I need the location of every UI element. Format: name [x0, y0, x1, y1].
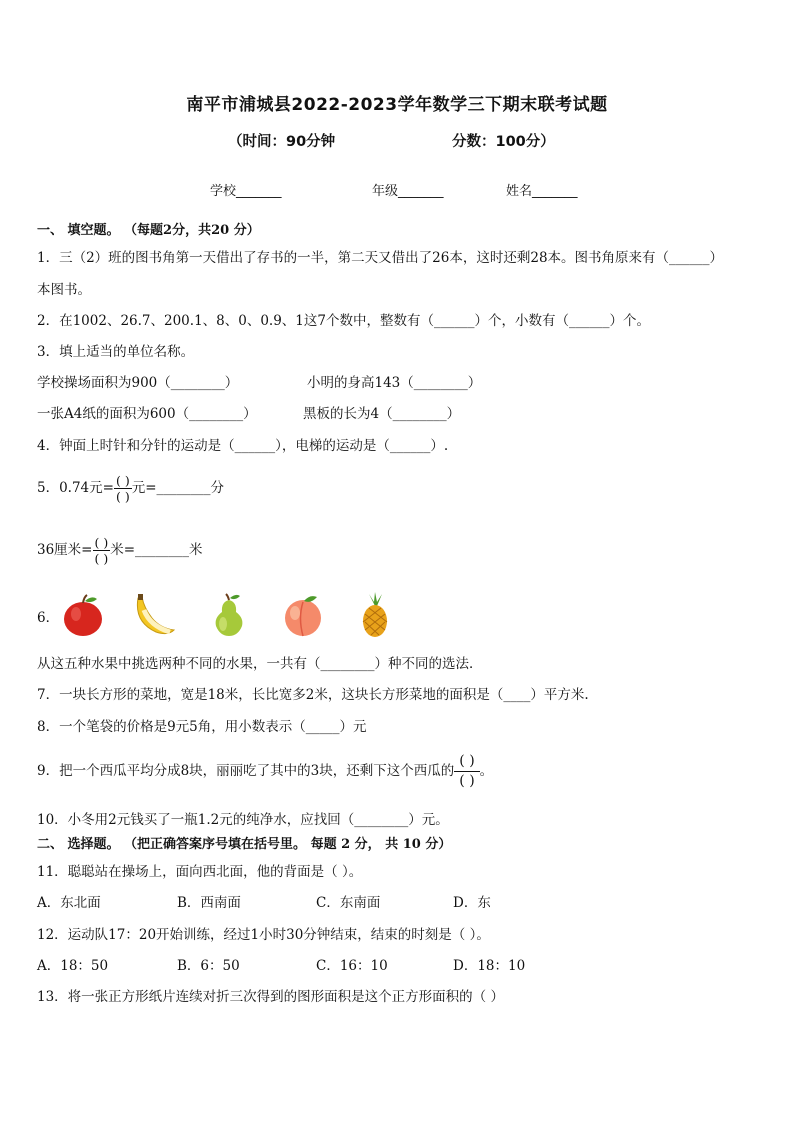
question-5-prefix: 5．0.74元= — [37, 480, 114, 496]
grade-field[interactable]: 年级_______ — [372, 184, 444, 199]
exam-score: 分数：100分） — [452, 134, 555, 150]
fraction-denominator[interactable]: ( ) — [115, 489, 130, 504]
question-5-mid: 元= — [131, 480, 157, 496]
question-11-option-d[interactable]: D．东 — [453, 895, 491, 911]
exam-time: （时间：90分钟 — [228, 134, 336, 150]
question-9 — [37, 752, 493, 791]
question-5b-prefix: 36厘米= — [37, 542, 93, 558]
fraction-blank — [93, 535, 111, 566]
school-field[interactable]: 学校_______ — [210, 184, 282, 199]
question-1-line-2: 本图书。 — [37, 282, 91, 298]
question-2: 2．在1002、26.7、200.1、8、0、0.9、1这7个数中，整数有（______）个，小数有（______）个。 — [37, 313, 650, 329]
question-3-item-d: 黑板的长为4（________） — [303, 406, 461, 422]
question-13: 13．将一张正方形纸片连续对折三次得到的图形面积是这个正方形面积的（ ） — [37, 989, 504, 1005]
question-11-option-b[interactable]: B．西南面 — [177, 895, 241, 911]
pineapple-icon — [352, 592, 398, 638]
fraction-blank — [454, 752, 479, 791]
question-12-option-c[interactable]: C．16：10 — [316, 958, 388, 974]
question-12-option-d[interactable]: D．18：10 — [453, 958, 526, 974]
question-5b-suffix: ________米 — [135, 542, 203, 558]
apple-icon — [60, 592, 106, 638]
fraction-numerator[interactable]: ( ) — [94, 535, 109, 550]
question-5-suffix: ________分 — [156, 480, 225, 496]
question-5b-mid: 米= — [110, 542, 136, 558]
page-title: 南平市浦城县2022-2023学年数学三下期末联考试题 — [186, 95, 608, 115]
question-9-end: 。 — [479, 763, 494, 779]
question-8: 8．一个笔袋的价格是9元5角，用小数表示（_____）元 — [37, 719, 367, 735]
question-6-number: 6． — [37, 610, 60, 626]
question-9-text: 9．把一个西瓜平均分成8块，丽丽吃了其中的3块，还剩下这个西瓜的 — [37, 763, 455, 779]
fraction-numerator[interactable]: ( ) — [454, 752, 479, 772]
question-10: 10．小冬用2元钱买了一瓶1.2元的纯净水，应找回（________）元。 — [37, 812, 449, 828]
fruit-row — [60, 592, 400, 642]
question-12-option-a[interactable]: A．18：50 — [37, 958, 109, 974]
banana-icon — [130, 592, 176, 638]
question-4: 4．钟面上时针和分针的运动是（______），电梯的运动是（______）. — [37, 438, 449, 454]
fraction-numerator[interactable]: ( ) — [115, 473, 130, 488]
question-6-text: 从这五种水果中挑选两种不同的水果，一共有（________）种不同的选法． — [37, 656, 483, 672]
question-12: 12．运动队17：20开始训练，经过1小时30分钟结束，结束的时刻是（ ）。 — [37, 927, 490, 943]
question-3-item-a: 学校操场面积为900（________） — [37, 375, 239, 391]
question-12-option-b[interactable]: B．6：50 — [177, 958, 240, 974]
fraction-denominator[interactable]: ( ) — [459, 773, 475, 789]
question-5-line-2 — [37, 535, 203, 566]
question-3-item-b: 小明的身高143（________） — [307, 375, 482, 391]
question-1-line-1: 1．三（2）班的图书角第一天借出了存书的一半，第二天又借出了26本，这时还剩28本。图书角原来有（______） — [37, 250, 724, 266]
question-11-option-a[interactable]: A．东北面 — [37, 895, 101, 911]
pear-icon — [206, 592, 252, 638]
fraction-blank — [114, 473, 132, 504]
section-fill-heading: 一、 填空题。 （每题2分，共20 分） — [37, 223, 260, 238]
section-choice-heading: 二、 选择题。 （把正确答案序号填在括号里。 每题 2 分， 共 10 分） — [37, 837, 452, 852]
peach-icon — [280, 592, 326, 638]
question-11: 11．聪聪站在操场上，面向西北面，他的背面是（ ）。 — [37, 864, 363, 880]
question-7: 7．一块长方形的菜地，宽是18米，长比宽多2米，这块长方形菜地的面积是（____）平方米. — [37, 687, 589, 703]
fraction-denominator[interactable]: ( ) — [94, 551, 109, 566]
question-3-item-c: 一张A4纸的面积为600（________） — [37, 406, 257, 422]
question-3-intro: 3．填上适当的单位名称。 — [37, 344, 195, 360]
question-11-option-c[interactable]: C．东南面 — [316, 895, 381, 911]
question-5-line-1 — [37, 473, 224, 504]
name-field[interactable]: 姓名_______ — [506, 184, 578, 199]
